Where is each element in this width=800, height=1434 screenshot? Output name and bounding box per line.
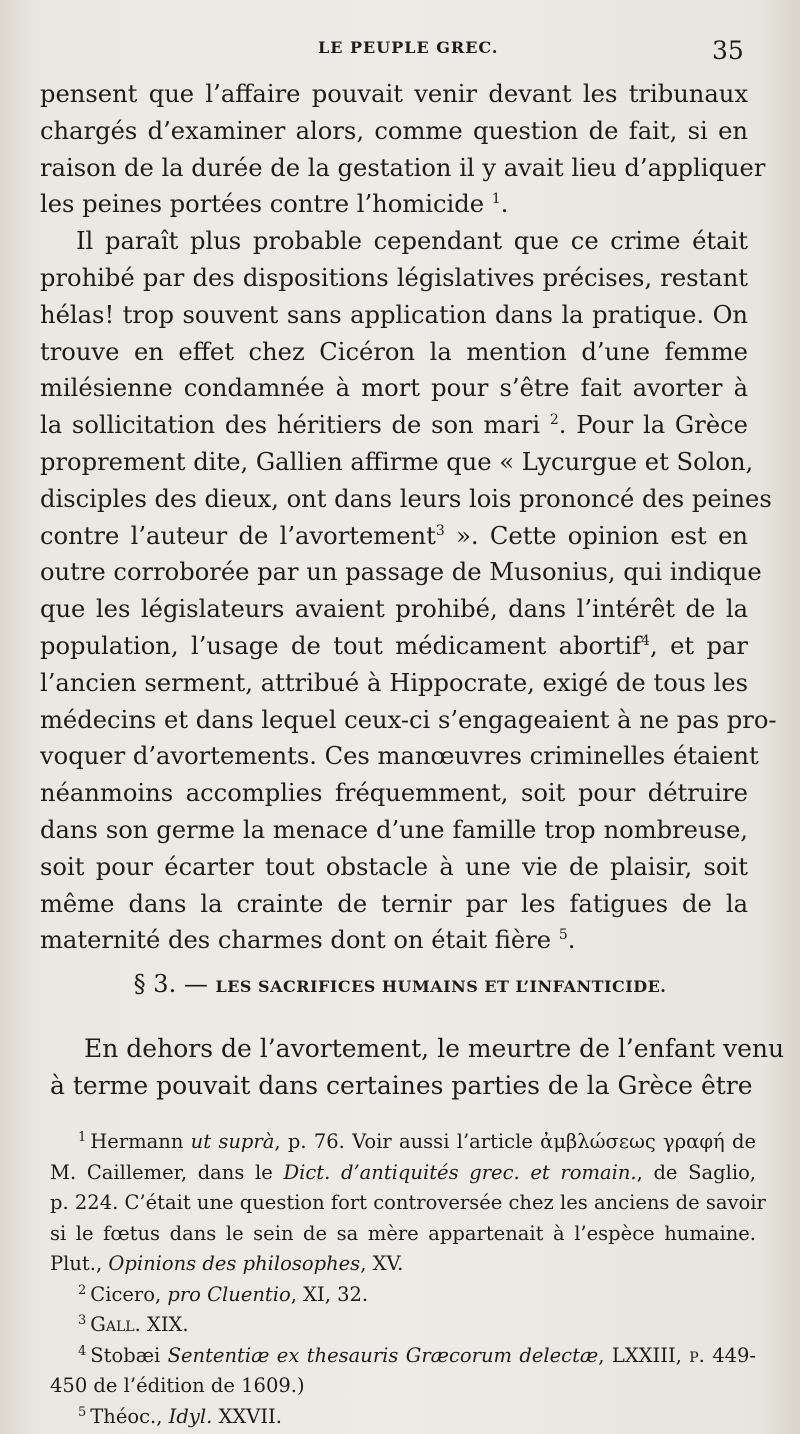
text-line: En dehors de l’avortement, le meurtre de l’enfant venu [84, 1034, 785, 1063]
text-line: disciples des dieux, ont dans leurs lois prononcé des peines [40, 484, 772, 513]
text-line: raison de la durée de la gestation il y avait lieu d’appliquer [40, 153, 766, 182]
footnote-ref: 3 [435, 522, 445, 539]
text-line: médecins et dans lequel ceux-ci s’engageaient à ne pas pro- [40, 705, 777, 734]
footnote-2: $^2$ Cicero, pro Cluentio, XI, 32. [78, 1282, 369, 1306]
footnotes [50, 1127, 766, 1432]
text-line: population, l’usage de tout médicament abortif$^4$, et par [40, 631, 748, 660]
text-line: à terme pouvait dans certaines parties de la Grèce être [50, 1071, 753, 1100]
text-line: néanmoins accomplies fréquemment, soit pour détruire [40, 779, 748, 808]
text-line: pensent que l’affaire pouvait venir devant les tribunaux [40, 80, 748, 108]
section-paragraph [50, 1030, 785, 1104]
text-line: chargés d’examiner alors, comme question de fait, si en [40, 116, 748, 145]
footnote-ref: 2 [549, 412, 559, 429]
text-line: la sollicitation des héritiers de son mari $^2$. Pour la Grèce [40, 411, 748, 440]
footnote-1: $^1$ Hermann ut suprà, p. 76. Voir aussi l’article ἀμβλώσεως γραφή de [78, 1130, 756, 1153]
footnote-ref: 5 [558, 927, 568, 944]
main-paragraphs [40, 76, 777, 959]
section-heading [0, 970, 800, 998]
running-title: LE PEUPLE GREC. [318, 38, 499, 57]
page-number: 35 [712, 36, 744, 65]
text-line: même dans la crainte de ternir par les fatigues de la [40, 889, 748, 918]
footnote-1-cont: si le fœtus dans le sein de sa mère appartenait à l’espèce humaine. [50, 1221, 756, 1245]
text-line: l’ancien serment, attribué à Hippocrate, exigé de tous les [40, 668, 748, 697]
text-line: Il paraît plus probable cependant que ce crime était [76, 227, 748, 256]
text-line: dans son germe la menace d’une famille trop nombreuse, [40, 815, 748, 844]
footnote-4: $^4$ Stobæi Sententiæ ex thesauris Græcorum delectæ, LXXIII, p. 449- [78, 1343, 756, 1367]
text-line: les peines portées contre l’homicide $^1$. [40, 190, 509, 219]
text-line: trouve en effet chez Cicéron la mention d’une femme [40, 337, 748, 366]
footnote-ref: 4 [641, 632, 650, 649]
footnote-4-cont: 450 de l’édition de 1609.) [50, 1374, 305, 1397]
footnote-ref: 1 [491, 191, 501, 208]
section-number: § 3. — [133, 970, 208, 998]
footnote-3: $^3$ Gall. XIX. [78, 1313, 189, 1336]
text-line: soit pour écarter tout obstacle à une vie de plaisir, soit [40, 852, 748, 881]
text-line: hélas! trop souvent sans application dans la pratique. On [40, 300, 748, 329]
text-line: maternité des charmes dont on était fière $^5$. [40, 926, 576, 955]
footnote-1-cont: p. 224. C’était une question fort controversée chez les anciens de savoir [50, 1191, 766, 1214]
text-line: proprement dite, Gallien affirme que « Lycurgue et Solon, [40, 447, 754, 476]
section-title: LES SACRIFICES HUMAINS ET L’INFANTICIDE. [215, 977, 667, 996]
text-line: contre l’auteur de l’avortement$^3$ ». Cette opinion est en [40, 521, 748, 550]
footnote-5: $^5$ Théoc., Idyl. XXVII. [78, 1404, 282, 1428]
text-line: outre corroborée par un passage de Musonius, qui indique [40, 558, 762, 587]
running-head [0, 36, 800, 66]
footnote-1-cont: M. Caillemer, dans le Dict. d’antiquités grec. et romain., de Saglio, [50, 1160, 757, 1184]
text-line: que les législateurs avaient prohibé, dans l’intérêt de la [40, 595, 748, 624]
footnote-1-cont: Plut., Opinions des philosophes, XV. [50, 1252, 404, 1275]
text-line: voquer d’avortements. Ces manœuvres criminelles étaient [40, 742, 759, 771]
text-line: milésienne condamnée à mort pour s’être fait avorter à [40, 374, 748, 403]
text-line: prohibé par des dispositions législatives précises, restant [40, 263, 748, 292]
